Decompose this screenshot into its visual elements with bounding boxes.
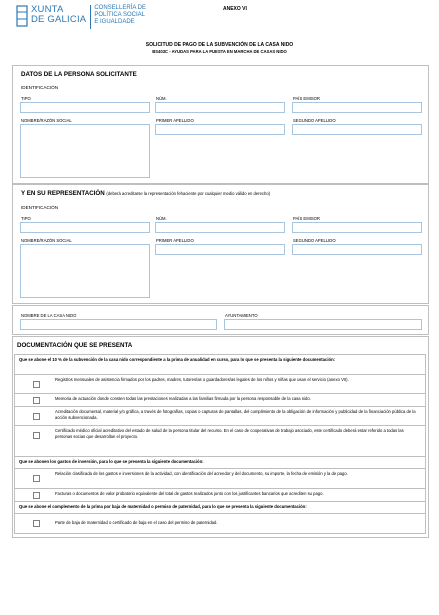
pais-field[interactable] <box>292 102 422 113</box>
doc-item-facturas <box>15 488 425 502</box>
tipo-label: TIPO <box>21 96 31 101</box>
checkbox[interactable] <box>33 520 40 527</box>
section-solicitante <box>12 65 429 184</box>
doc-group-prima <box>15 355 425 374</box>
ayuntamiento-label: AYUNTAMIENTO <box>225 313 258 318</box>
form-title: SOLICITUD DE PAGO DE LA SUBVENCIÓN DE LA CASA NIDO <box>145 42 294 48</box>
conselleria-line-1: CONSELLERÍA DE <box>94 5 147 11</box>
pais-label: PAÍS EMISOR <box>293 96 320 101</box>
doc-item-registros <box>15 374 425 394</box>
pais-label: PAÍS EMISOR <box>293 216 320 221</box>
checkbox[interactable] <box>33 432 40 439</box>
logo-line-2: DE GALICIA <box>31 14 87 25</box>
doc-group-label: Que se abone el 10 % de la subvención de la casa nido correspondiente a la prima de anualidad en curso, para lo que se presenta la siguiente documentación: <box>19 357 336 362</box>
num-field[interactable] <box>155 102 285 113</box>
apellido1-label: PRIMER APELLIDO <box>156 238 194 243</box>
doc-item-label: Relación clasificada de los gastos e inversiones de la actividad, con identificación del acreedor y del documento, su importe, la fecha de emisión y la de pago. <box>55 471 348 476</box>
doc-item-label: Certificado médico oficial acreditativo del estado de salud de la persona titular del recurso. En el caso de cooperativas de trabajo asociado, este certificado deberá estar referido a todas las personas socias que desarrollan el proyecto. <box>55 428 404 439</box>
doc-group-label: Que se abonen los gastos de inversión, para lo que se presenta la siguiente documentación: <box>19 459 204 464</box>
nombre-label: NOMBRE/RAZÓN SOCIAL <box>21 118 72 123</box>
apellido2-field[interactable] <box>292 244 422 255</box>
checkbox[interactable] <box>33 492 40 499</box>
tipo-field[interactable] <box>20 102 150 113</box>
ayuntamiento-field[interactable] <box>224 319 422 330</box>
checkbox[interactable] <box>33 381 40 388</box>
conselleria-line-2: POLÍTICA SOCIAL <box>94 11 146 18</box>
conselleria-line-3: E IGUALDADE <box>94 18 135 25</box>
logo-divider <box>90 5 91 29</box>
doc-item-label: Acreditación documental, material y/o gráfica, a través de fotografías, copias o capturas de pantallas, del cumplimiento de la obligación de información y publicidad de la financiación pública de la acción subvencionada. <box>55 409 416 420</box>
identificacion-label: IDENTIFICACIÓN <box>21 205 59 210</box>
nombre-field[interactable] <box>20 244 150 298</box>
doc-item-parte-baja <box>15 513 425 534</box>
doc-group-label: Que se abone el complemento de la prima por baja de maternidad o permiso de paternidad, para lo que se presenta la siguiente documentación: <box>19 504 307 509</box>
doc-item-label: Registros mensuales de asistencia firmados por los padres, madres, tutores/as o guardadores/as legales de los niños y niñas que usan el servicio (anexo VII). <box>55 377 349 382</box>
checkbox[interactable] <box>33 397 40 404</box>
anexo-label: ANEXO VI <box>223 6 247 12</box>
apellido2-label: SEGUNDO APELLIDO <box>293 118 336 123</box>
pais-field[interactable] <box>292 222 422 233</box>
doc-item-relacion-gastos <box>15 468 425 489</box>
num-label: NÚM. <box>156 216 167 221</box>
xunta-logo <box>16 5 146 30</box>
representacion-note: (deberá acreditarse la representación fehaciente por cualquier medio válido en derecho) <box>106 191 271 196</box>
conselleria-wordmark <box>94 5 146 25</box>
nombre-field[interactable] <box>20 124 150 178</box>
section-title <box>21 190 270 197</box>
apellido1-field[interactable] <box>155 244 285 255</box>
nombre-label: NOMBRE/RAZÓN SOCIAL <box>21 238 72 243</box>
identificacion-label: IDENTIFICACIÓN <box>21 85 59 90</box>
apellido2-field[interactable] <box>292 124 422 135</box>
logo-line-1: XUNTA <box>31 4 64 15</box>
representacion-title: Y EN SU REPRESENTACIÓN <box>21 190 105 197</box>
doc-item-label: Parte de baja de maternidad o certificado de baja en el caso del permiso de paternidad. <box>55 520 218 525</box>
checkbox[interactable] <box>33 413 40 420</box>
apellido2-label: SEGUNDO APELLIDO <box>293 238 336 243</box>
checkbox[interactable] <box>33 475 40 482</box>
apellido1-field[interactable] <box>155 124 285 135</box>
section-casa-nido <box>12 305 429 335</box>
documentacion-table <box>14 354 426 534</box>
form-subtitle: BS403C - AYUDAS PARA LA PUESTA EN MARCHA DE CASAS NIDO <box>152 49 287 54</box>
doc-item-label: Memoria de actuación donde consten todas las prestaciones realizadas a las familias firmada por la persona responsable de la casa nido. <box>55 396 311 401</box>
casa-nombre-label: NOMBRE DE LA CASA NIDO <box>21 313 77 318</box>
xunta-wordmark <box>31 5 86 25</box>
doc-item-publicidad <box>15 406 425 426</box>
section-title: DATOS DE LA PERSONA SOLICITANTE <box>21 71 137 78</box>
xunta-emblem-icon <box>16 5 28 27</box>
apellido1-label: PRIMER APELLIDO <box>156 118 194 123</box>
casa-nombre-field[interactable] <box>20 319 217 330</box>
documentacion-title: DOCUMENTACIÓN QUE SE PRESENTA <box>17 342 133 349</box>
doc-item-memoria <box>15 393 425 407</box>
tipo-field[interactable] <box>20 222 150 233</box>
section-representacion <box>12 184 429 304</box>
doc-item-label: Facturas o documentos de valor probatorio equivalente del total de gastos realizados junto con los justificantes bancarios que acrediten su pago. <box>55 491 324 496</box>
num-label: NÚM. <box>156 96 167 101</box>
num-field[interactable] <box>155 222 285 233</box>
doc-item-certificado <box>15 425 425 457</box>
tipo-label: TIPO <box>21 216 31 221</box>
